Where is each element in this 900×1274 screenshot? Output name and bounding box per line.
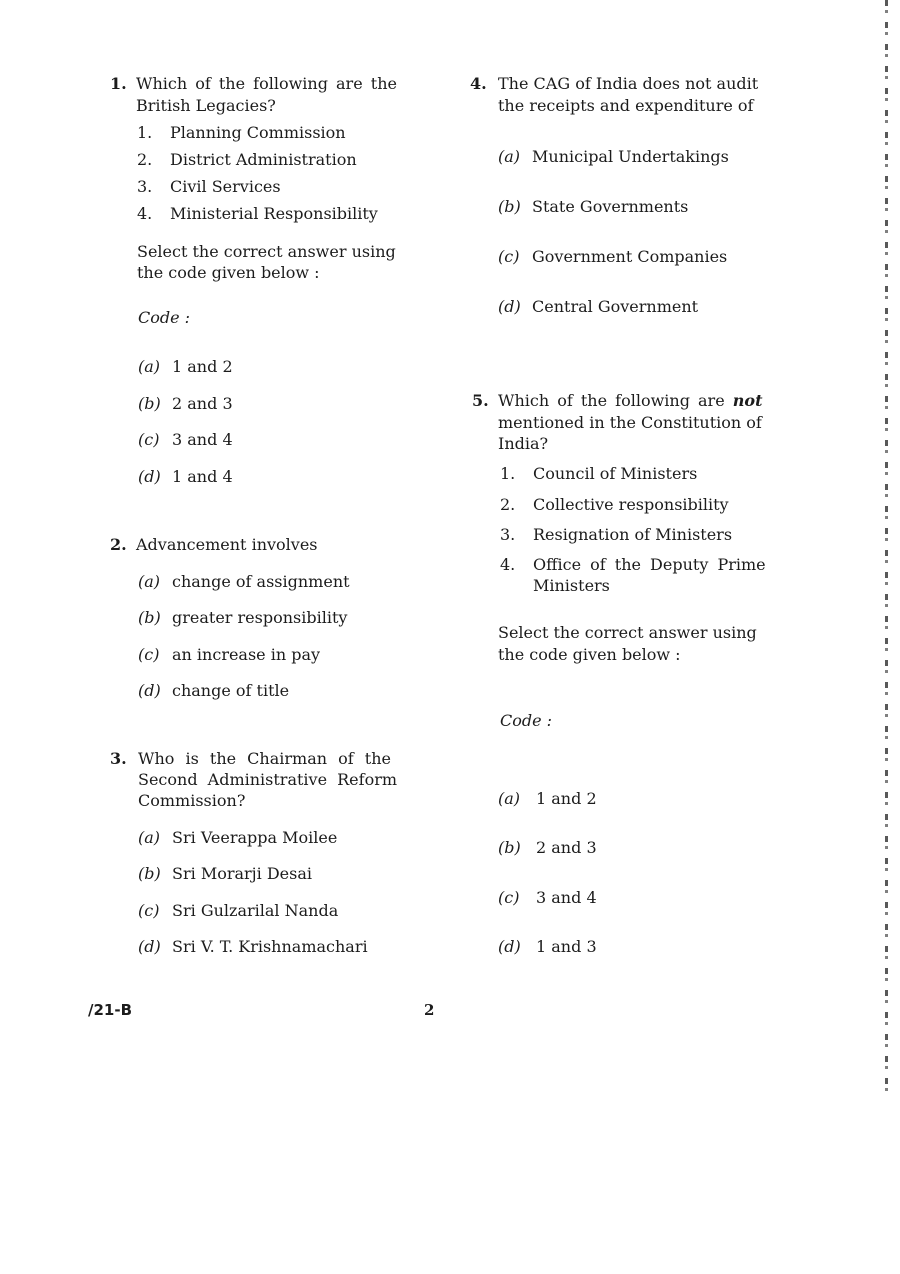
item-number: 1.	[137, 123, 153, 142]
option-label: (b)	[498, 838, 521, 857]
item-text: District Administration	[170, 150, 357, 169]
option-text: Sri Morarji Desai	[172, 864, 312, 883]
question-number: 1.	[110, 74, 127, 93]
booklet-code: /21-B	[88, 1001, 133, 1019]
option-text: greater responsibility	[172, 608, 348, 627]
item-text: Collective responsibility	[533, 495, 729, 514]
question-text: Who is the Chairman of the	[138, 749, 391, 768]
item-text: Ministers	[533, 576, 610, 595]
question-number: 4.	[470, 74, 487, 93]
item-text: Office of the Deputy Prime	[533, 555, 766, 574]
option-text: an increase in pay	[172, 645, 321, 664]
item-text: Council of Ministers	[533, 464, 698, 483]
instruction-text: Select the correct answer using	[137, 242, 396, 261]
item-number: 2.	[137, 150, 153, 169]
option-label: (d)	[498, 297, 521, 316]
option-text: 3 and 4	[536, 888, 597, 907]
question-text: mentioned in the Constitution of	[498, 413, 762, 432]
question-text: Which of the following are the	[136, 74, 397, 93]
option-label: (d)	[138, 681, 161, 700]
item-number: 1.	[500, 464, 516, 483]
option-label: (b)	[138, 608, 161, 627]
option-label: (d)	[138, 937, 161, 956]
option-text: Municipal Undertakings	[532, 147, 729, 166]
question-text: The CAG of India does not audit	[498, 74, 759, 93]
option-text: 2 and 3	[536, 838, 597, 857]
code-label: Code :	[500, 711, 553, 730]
question-number: 2.	[110, 535, 127, 554]
item-number: 3.	[137, 177, 153, 196]
option-text: change of title	[172, 681, 290, 700]
option-text: Sri V. T. Krishnamachari	[172, 937, 368, 956]
question-text: British Legacies?	[136, 96, 276, 115]
instruction-text: Select the correct answer using	[498, 623, 757, 642]
item-number: 4.	[500, 555, 516, 574]
item-number: 3.	[500, 525, 516, 544]
option-label: (a)	[138, 357, 161, 376]
question-text: Commission?	[138, 791, 246, 810]
option-text: State Governments	[532, 197, 689, 216]
item-text: Ministerial Responsibility	[170, 204, 378, 223]
option-text: change of assignment	[172, 572, 350, 591]
question-text: India?	[498, 434, 549, 453]
instruction-text: the code given below :	[498, 645, 681, 664]
option-text: Central Government	[532, 297, 699, 316]
option-label: (c)	[138, 901, 160, 920]
instruction-text: the code given below :	[137, 263, 320, 282]
question-number: 5.	[472, 391, 489, 410]
option-text: 1 and 2	[536, 789, 597, 808]
question-number: 3.	[110, 749, 127, 768]
option-label: (a)	[498, 147, 521, 166]
option-text: Government Companies	[532, 247, 728, 266]
question-text: Advancement involves	[136, 535, 318, 554]
option-label: (b)	[138, 394, 161, 413]
option-label: (a)	[138, 828, 161, 847]
item-number: 4.	[137, 204, 153, 223]
option-text: 1 and 3	[536, 937, 597, 956]
scan-edge-marks	[885, 0, 888, 1100]
item-text: Civil Services	[170, 177, 281, 196]
emphasis-not: not	[732, 391, 763, 410]
option-text: Sri Gulzarilal Nanda	[172, 901, 339, 920]
option-label: (c)	[498, 888, 520, 907]
option-label: (d)	[138, 467, 161, 486]
option-text: 1 and 2	[172, 357, 233, 376]
option-label: (b)	[498, 197, 521, 216]
question-text: the receipts and expenditure of	[498, 96, 754, 115]
question-text: Which of the following are not	[498, 391, 763, 410]
option-label: (c)	[138, 430, 160, 449]
option-label: (c)	[498, 247, 520, 266]
option-text: 2 and 3	[172, 394, 233, 413]
code-label: Code :	[138, 308, 191, 327]
item-number: 2.	[500, 495, 516, 514]
question-text: Second Administrative Reform	[138, 770, 398, 789]
option-text: 1 and 4	[172, 467, 233, 486]
option-text: 3 and 4	[172, 430, 233, 449]
option-label: (d)	[498, 937, 521, 956]
item-text: Planning Commission	[170, 123, 346, 142]
option-label: (b)	[138, 864, 161, 883]
option-label: (a)	[498, 789, 521, 808]
item-text: Resignation of Ministers	[533, 525, 733, 544]
option-label: (c)	[138, 645, 160, 664]
page-number: 2	[424, 1001, 435, 1019]
option-label: (a)	[138, 572, 161, 591]
option-text: Sri Veerappa Moilee	[172, 828, 338, 847]
